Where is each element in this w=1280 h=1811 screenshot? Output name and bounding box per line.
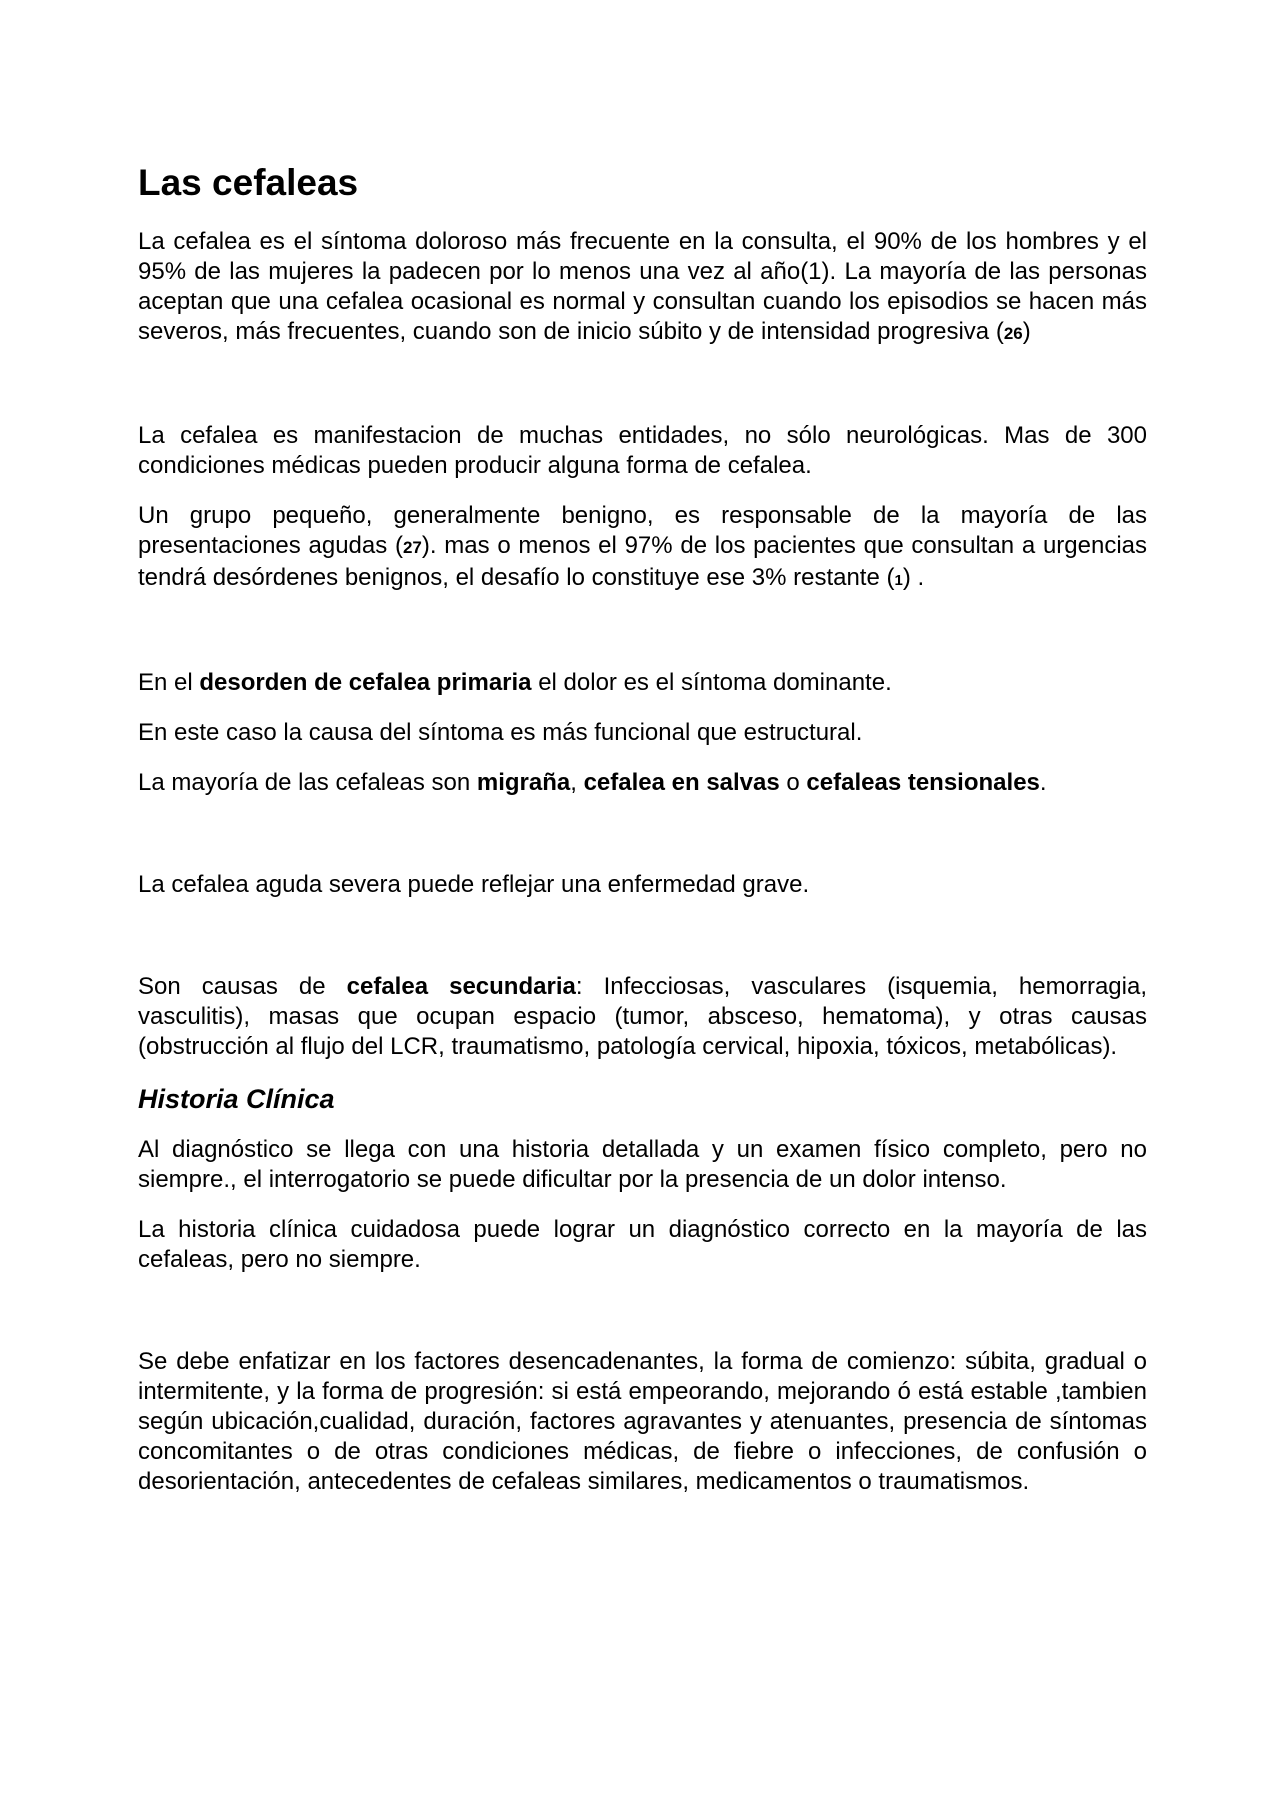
citation-1: 1 xyxy=(894,571,903,589)
citation-27: 27 xyxy=(402,537,422,557)
primary-paragraph-3 xyxy=(138,768,1147,798)
primary-p1-post: el dolor es el síntoma dominante. xyxy=(531,668,892,696)
history-paragraph-1: Al diagnóstico se llega con una historia detallada y un examen físico completo, pero no siempre., el interrogatorio se puede dificultar por la presencia de un dolor intenso. xyxy=(138,1135,1147,1193)
secondary-post: : Infecciosas, vasculares (isquemia, hemorragia, vasculitis), masas que ocupan espacio (tumor, absceso, hematoma), y otras causas (obstrucción al flujo del LCR, traumatismo, patología cervical, hipoxia, tóxicos, metabólicas). xyxy=(138,972,1147,1060)
secondary-paragraph xyxy=(138,972,1147,1062)
secondary-pre: Son causas de xyxy=(138,972,347,1000)
paragraph-spacer xyxy=(138,616,1147,668)
primary-paragraph-1 xyxy=(138,668,1147,698)
intro-paragraph-3 xyxy=(138,501,1147,596)
history-paragraph-2: La historia clínica cuidadosa puede lograr un diagnóstico correcto en la mayoría de las cefaleas, pero no siempre. xyxy=(138,1215,1147,1273)
paragraph-spacer xyxy=(138,818,1147,870)
citation-26: 26 xyxy=(1003,323,1023,343)
page-title: Las cefaleas xyxy=(138,162,359,203)
primary-paragraph-2: En este caso la causa del síntoma es más funcional que estructural. xyxy=(138,718,863,746)
primary-p3-sep2: o xyxy=(779,768,807,796)
term-migraine: migraña xyxy=(476,768,571,796)
acute-paragraph: La cefalea aguda severa puede reflejar una enfermedad grave. xyxy=(138,870,810,898)
paragraph-spacer xyxy=(138,1295,1147,1347)
intro-p3-end: ) . xyxy=(902,563,925,591)
intro-p1-end: ) xyxy=(1022,317,1031,345)
intro-paragraph-2: La cefalea es manifestacion de muchas entidades, no sólo neurológicas. Mas de 300 condiciones médicas pueden producir alguna forma de cefalea. xyxy=(138,421,1147,479)
term-secondary-headache: cefalea secundaria xyxy=(346,972,576,1000)
document-page xyxy=(138,162,1147,1517)
term-tension-headache: cefaleas tensionales xyxy=(806,768,1040,796)
term-cluster-headache: cefalea en salvas xyxy=(583,768,780,796)
primary-p1-pre: En el xyxy=(138,668,200,696)
history-paragraph-3: Se debe enfatizar en los factores desencadenantes, la forma de comienzo: súbita, gradual o intermitente, y la forma de progresión: si está empeorando, mejorando ó está estable ,tambien según ubicación,cualidad, duración, factores agravantes y atenuantes, presencia de síntomas concomitantes o de otras condiciones médicas, de fiebre o infecciones, de confusión o desorientación, antecedentes de cefaleas similares, medicamentos o traumatismos. xyxy=(138,1347,1147,1495)
intro-paragraph-1 xyxy=(138,227,1147,349)
primary-p3-pre: La mayoría de las cefaleas son xyxy=(138,768,477,796)
intro-p1-text: La cefalea es el síntoma doloroso más frecuente en la consulta, el 90% de los hombres y el 95% de las mujeres la padecen por lo menos una vez al año(1). La mayoría de las personas aceptan que una cefalea ocasional es normal y consultan cuando los episodios se hacen más severos, más frecuentes, cuando son de inicio súbito y de intensidad progresiva ( xyxy=(138,227,1147,345)
paragraph-spacer xyxy=(138,920,1147,972)
intro-p3-text: Un grupo pequeño, generalmente benigno, es responsable de la mayoría de las presentaciones agudas ( xyxy=(138,501,1147,559)
paragraph-spacer xyxy=(138,369,1147,421)
primary-p3-end: . xyxy=(1039,768,1047,796)
primary-p1-bold: desorden de cefalea primaria xyxy=(199,668,532,696)
primary-p3-sep1: , xyxy=(570,768,584,796)
section-heading-history: Historia Clínica xyxy=(138,1083,335,1114)
intro-p3-mid: ). mas o menos el 97% de los pacientes que consultan a urgencias tendrá desórdenes benignos, el desafío lo constituye ese 3% restante ( xyxy=(138,531,1148,591)
